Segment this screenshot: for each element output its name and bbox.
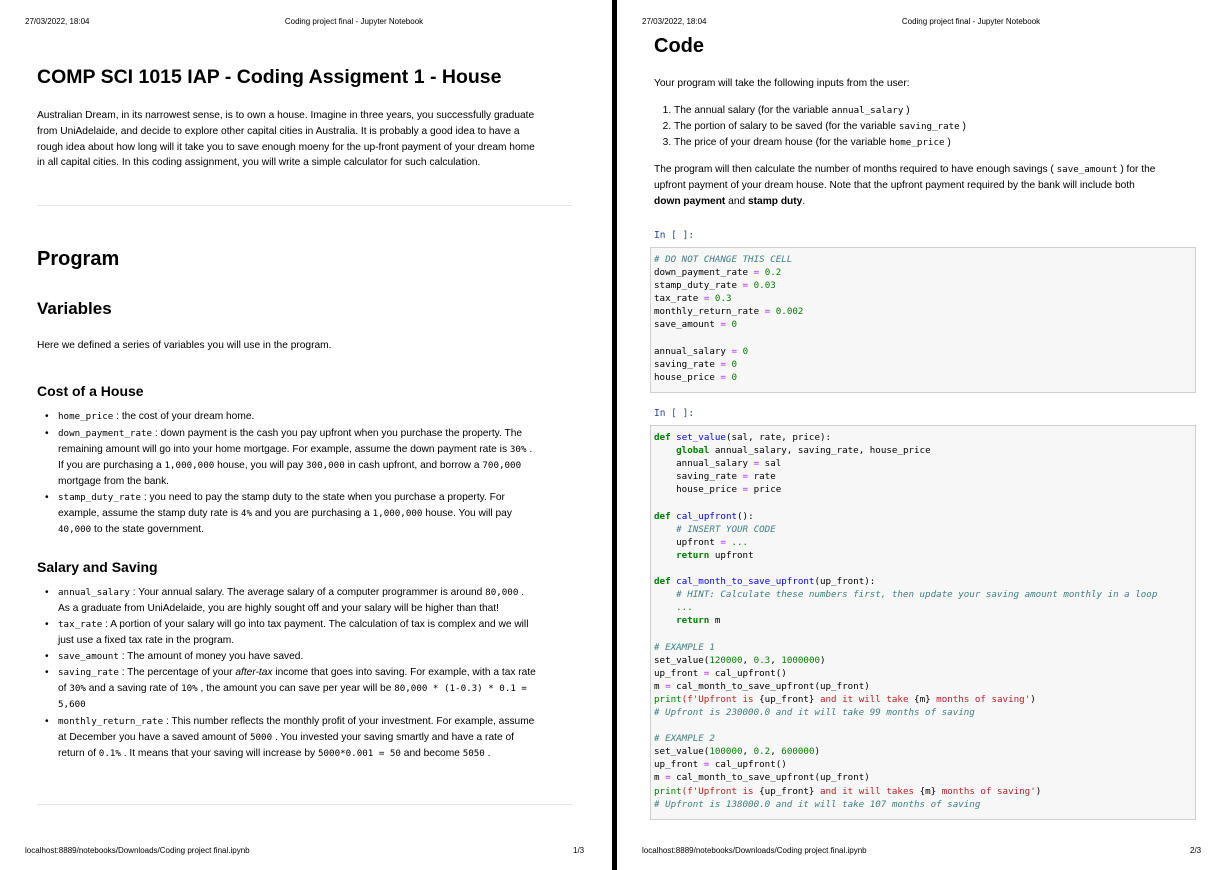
code-text: m — [709, 615, 721, 627]
code-text: cal_upfront() — [709, 759, 787, 771]
code-number: 0.3 — [753, 654, 771, 666]
value-code: 4% — [240, 508, 252, 519]
var-code: tax_rate — [58, 619, 103, 630]
code-comment: # INSERT YOUR CODE — [654, 523, 776, 535]
var-code: stamp_duty_rate — [58, 492, 141, 503]
variables-text: Here we defined a series of variables you will use in the program. — [37, 340, 332, 351]
code-comment: # Upfront is 230000.0 and it will take 99 months of saving — [654, 706, 975, 718]
item-text: : A portion of your salary will go into tax payment. The calculation of tax is complex and we will — [102, 619, 529, 630]
item-text: ) — [903, 105, 910, 116]
code-var: stamp_duty_rate — [654, 280, 737, 292]
item-text: If you are purchasing a — [58, 460, 165, 471]
var-code: saving_rate — [58, 667, 119, 678]
calc-paragraph — [654, 162, 1214, 209]
code-number: 0.2 — [753, 746, 771, 758]
divider — [37, 804, 572, 805]
value-code: 1,000,000 — [164, 460, 215, 471]
item-text: . — [802, 195, 806, 207]
code-number: 0.2 — [764, 267, 782, 279]
code-var: house_price — [654, 371, 715, 383]
code-text: m — [654, 680, 666, 692]
code-block: # DO NOT CHANGE THIS CELL down_payment_rate = 0.2 stamp_duty_rate = 0.03 tax_rate = 0.3 monthly_return_rate = 0.002 save_amount = 0 annual_salary = 0 saving_rate = 0 house_price = 0 — [654, 254, 804, 383]
intro-paragraph — [37, 108, 597, 171]
list-item — [674, 135, 966, 151]
code-text: (sal, rate, price): — [725, 432, 832, 443]
code-string: (f'Upfront is — [681, 785, 760, 797]
value-code: 5000 — [249, 732, 273, 743]
code-text: price — [748, 484, 782, 496]
code-text: annual_salary, saving_rate, house_price — [709, 445, 931, 457]
code-text: {m} — [919, 785, 937, 797]
item-text: : This number reflects the monthly profit of your investment. For example, assume — [163, 716, 535, 727]
code-text: house_price — [654, 484, 743, 496]
code-text: annual_salary — [654, 458, 754, 470]
code-var: save_amount — [654, 319, 715, 331]
code-text: ... — [654, 602, 693, 614]
value-code: 10% — [181, 683, 198, 694]
code-number: 0 — [731, 358, 738, 370]
item-text: : Your annual salary. The average salary of a computer programmer is around — [129, 587, 486, 598]
page-title: COMP SCI 1015 IAP - Coding Assigment 1 - House — [37, 66, 502, 88]
item-text: . You invested your saving smartly and have a rate of — [272, 732, 514, 743]
list-item — [674, 103, 966, 119]
code-text: {up_front} — [759, 693, 815, 705]
value-code: 5,600 — [58, 699, 86, 710]
code-builtin: print — [654, 785, 682, 797]
value-code: 80,000 — [485, 587, 519, 598]
var-code: annual_salary — [58, 587, 130, 598]
value-code: 40,000 — [58, 524, 92, 535]
code-comment: # HINT: Calculate these numbers first, then update your saving amount monthly in a loop — [654, 589, 1158, 601]
cell-prompt: In [ ]: — [654, 408, 695, 419]
item-text: As a graduate from UniAdelaide, you are highly sought off and your salary will be higher than that! — [58, 603, 499, 614]
intro-line: from UniAdelaide, and decide to explore other capital cities in Australia. It is probably a good idea to have a — [37, 125, 520, 137]
item-text: at December you have a saved amount of — [58, 732, 250, 743]
code-text: rate — [748, 471, 776, 483]
code-string: months of saving' — [936, 785, 1036, 797]
list-item-tax-rate — [58, 617, 578, 649]
list-item-save-amount — [58, 649, 303, 665]
code-text: sal — [759, 458, 782, 470]
code-text: ) — [1030, 693, 1036, 705]
bold-text: down payment — [654, 195, 726, 207]
code-string: months of saving' — [930, 693, 1031, 705]
code-text: up_front — [654, 759, 704, 771]
code-builtin: print — [654, 693, 682, 705]
code-text: saving_rate — [654, 471, 743, 483]
code-cell-2[interactable] — [650, 425, 1196, 820]
var-code: save_amount — [58, 651, 119, 662]
code-comment: # EXAMPLE 2 — [654, 733, 715, 745]
code-text: m — [654, 772, 666, 784]
code-text: (up_front): — [814, 576, 876, 588]
code-number: 0.002 — [775, 306, 804, 318]
intro-line: in all capital cities. In this coding assignment, you will write a simple calculator for such calculation. — [37, 157, 481, 169]
code-comment: # Upfront is 138000.0 and it will take 107 months of saving — [654, 798, 981, 810]
cost-heading: Cost of a House — [37, 383, 144, 399]
item-text: house. You will pay — [422, 508, 512, 519]
code-var: annual_salary — [654, 345, 726, 357]
code-number: 600000 — [781, 746, 815, 758]
code-text: set_value( — [654, 654, 710, 666]
value-code: 300,000 — [306, 460, 345, 471]
code-text: {up_front} — [759, 785, 815, 797]
code-string: and it will take — [814, 693, 915, 705]
value-code: 0.1% — [98, 748, 121, 759]
item-text: upfront payment of your dream house. Note that the upfront payment required by the bank will include both — [654, 179, 1135, 191]
item-text: remaining amount will go into your home mortgage. For example, assume the down payment rate is — [58, 444, 510, 455]
code-function: cal_upfront — [676, 510, 738, 522]
item-text: return of — [58, 748, 99, 759]
code-var: tax_rate — [654, 293, 699, 305]
value-code: 80,000 * (1-0.3) * 0.1 = — [394, 683, 527, 694]
item-text: income that goes into saving. For example, with a tax rate — [272, 667, 536, 678]
item-text: and become — [400, 748, 463, 759]
item-text: to the state government. — [91, 524, 204, 535]
code-function: set_value — [676, 432, 726, 443]
value-code: 5000*0.001 = 50 — [317, 748, 401, 759]
page-number: 1/3 — [573, 846, 585, 855]
pdf-page-1 — [0, 0, 612, 870]
code-heading: Code — [654, 35, 704, 57]
header-title: Coding project final - Jupyter Notebook — [901, 17, 1041, 26]
bold-text: stamp duty — [748, 195, 803, 207]
list-item-home-price — [58, 409, 254, 425]
program-heading: Program — [37, 248, 120, 270]
code-text: {m} — [914, 693, 931, 705]
page-number: 2/3 — [1190, 846, 1202, 855]
variables-heading: Variables — [37, 299, 112, 318]
item-text: and you are purchasing a — [251, 508, 373, 519]
code-number: 0 — [731, 319, 738, 331]
footer-url: localhost:8889/notebooks/Downloads/Coding project final.ipynb — [642, 846, 867, 855]
code-block: def set_value(sal, rate, price): global annual_salary, saving_rate, house_price annual_salary = sal saving_rate = rate house_price = price def cal_upfront(): # INSERT YOUR CODE upfront = ... return upfront def cal_month_to_save_upfront(up_front): # HINT: Calculate these numbers first, then update your saving amount monthly in a loop ... return m # EXAMPLE 1 set_value(120000, 0.3, 1000000) up_front = cal_upfront() m = cal_month_to_save_upfront(up_front) print(f'Upfront is {up_front} and it will take {m} months of saving') # Upfront is 230000.0 and it will take 99 months of saving # EXAMPLE 2 set_value(100000, 0.2, 600000) up_front = cal_upfront() m = cal_month_to_save_upfront(up_front) print(f'Upfront is {up_front} and it will takes {m} months of saving') # Upfront is 138000.0 and it will take 107 months of saving — [654, 432, 1158, 810]
code-cell-1[interactable] — [650, 247, 1196, 393]
item-text: house, you will pay — [214, 460, 307, 471]
item-text: ) — [944, 137, 951, 148]
salary-heading: Salary and Saving — [37, 559, 158, 575]
code-var: down_payment_rate — [654, 267, 749, 279]
value-code: 30% — [69, 683, 86, 694]
item-text: The annual salary (for the variable — [674, 105, 832, 116]
item-text: ) — [959, 121, 966, 132]
header-date: 27/03/2022, 18:04 — [25, 17, 90, 26]
code-text: (): — [737, 510, 754, 522]
code-text: cal_month_to_save_upfront(up_front) — [670, 680, 870, 692]
code-number: 1000000 — [781, 654, 821, 666]
list-item — [674, 119, 966, 135]
list-item-down-payment — [58, 426, 573, 490]
item-text: after-tax — [235, 667, 273, 678]
code-text: cal_month_to_save_upfront(up_front) — [670, 772, 870, 784]
item-text: of — [58, 683, 70, 694]
divider — [37, 205, 572, 206]
item-text: . — [484, 748, 491, 759]
code-number: 120000 — [709, 654, 743, 666]
code-var: monthly_return_rate — [654, 306, 760, 318]
item-text: : The percentage of your — [118, 667, 236, 678]
item-text: : you need to pay the stamp duty to the state when you purchase a property. For — [140, 492, 505, 503]
code-comment: # EXAMPLE 1 — [654, 641, 715, 653]
item-text: . It means that your saving will increase by — [120, 748, 318, 759]
code-text: set_value( — [654, 746, 710, 758]
item-text: : The amount of money you have saved. — [118, 651, 304, 662]
inputs-intro: Your program will take the following inputs from the user: — [654, 78, 910, 89]
code-number: 0 — [731, 371, 738, 383]
code-number: 100000 — [709, 746, 743, 758]
value-code: 5050 — [462, 748, 485, 759]
cell-prompt: In [ ]: — [654, 230, 695, 241]
header-date: 27/03/2022, 18:04 — [642, 17, 707, 26]
item-text: : the cost of your dream home. — [113, 411, 255, 422]
code-number: 0.03 — [753, 280, 776, 292]
intro-line: rough idea about how long will it take you to save enough moeny for the up-front payment of your dream home — [37, 141, 535, 153]
code-text: ... — [731, 536, 749, 548]
intro-line: Australian Dream, in its narrowest sense, is to own a house. Imagine in three years, you successfully graduate — [37, 110, 535, 121]
code-text: upfront — [709, 549, 754, 561]
item-text: example, assume the stamp duty rate is — [58, 508, 241, 519]
item-text: in cash upfront, and borrow a — [344, 460, 483, 471]
list-item-monthly-return — [58, 714, 578, 762]
value-code: 700,000 — [482, 460, 522, 471]
var-code: save_amount — [1056, 164, 1118, 175]
code-string: and it will takes — [814, 785, 920, 797]
var-code: monthly_return_rate — [58, 716, 164, 727]
item-text: : down payment is the cash you pay upfront when you purchase the property. The — [152, 428, 523, 439]
code-number: 0.3 — [714, 293, 732, 305]
code-text: upfront — [654, 536, 721, 548]
item-text: The program will then calculate the number of months required to have enough savings ( — [654, 164, 1057, 175]
item-text: mortgage from the bank. — [58, 476, 169, 487]
item-text: , the amount you can save per year will be — [197, 683, 395, 694]
item-text: just use a fixed tax rate in the program. — [58, 635, 235, 646]
code-text: cal_upfront() — [709, 667, 787, 679]
code-function: cal_month_to_save_upfront — [676, 576, 815, 588]
var-code: home_price — [58, 411, 114, 422]
pdf-page-2 — [617, 0, 1227, 870]
var-code: saving_rate — [898, 121, 960, 132]
code-string: (f'Upfront is — [681, 693, 760, 705]
code-number: 0 — [742, 345, 749, 357]
footer-url: localhost:8889/notebooks/Downloads/Coding project final.ipynb — [25, 846, 250, 855]
var-code: down_payment_rate — [58, 428, 153, 439]
var-code: home_price — [889, 137, 945, 148]
item-text: and — [725, 195, 748, 207]
item-text: and a saving rate of — [85, 683, 182, 694]
item-text: The portion of salary to be saved (for the variable — [674, 121, 899, 132]
value-code: 30% — [509, 444, 527, 455]
item-text: . — [526, 444, 533, 455]
code-text: up_front — [654, 667, 704, 679]
code-comment: # DO NOT CHANGE THIS CELL — [654, 254, 793, 265]
header-title: Coding project final - Jupyter Notebook — [284, 17, 424, 26]
item-text: The price of your dream house (for the variable — [674, 137, 890, 148]
item-text: . — [518, 587, 525, 598]
code-var: saving_rate — [654, 358, 715, 370]
var-code: annual_salary — [831, 105, 904, 116]
code-text: ) — [1035, 785, 1042, 797]
value-code: 1,000,000 — [372, 508, 423, 519]
list-item-annual-salary — [58, 585, 578, 617]
list-item-saving-rate — [58, 665, 578, 713]
inputs-list — [654, 103, 966, 151]
item-text: ) for the — [1117, 164, 1156, 175]
list-item-stamp-duty — [58, 490, 573, 538]
